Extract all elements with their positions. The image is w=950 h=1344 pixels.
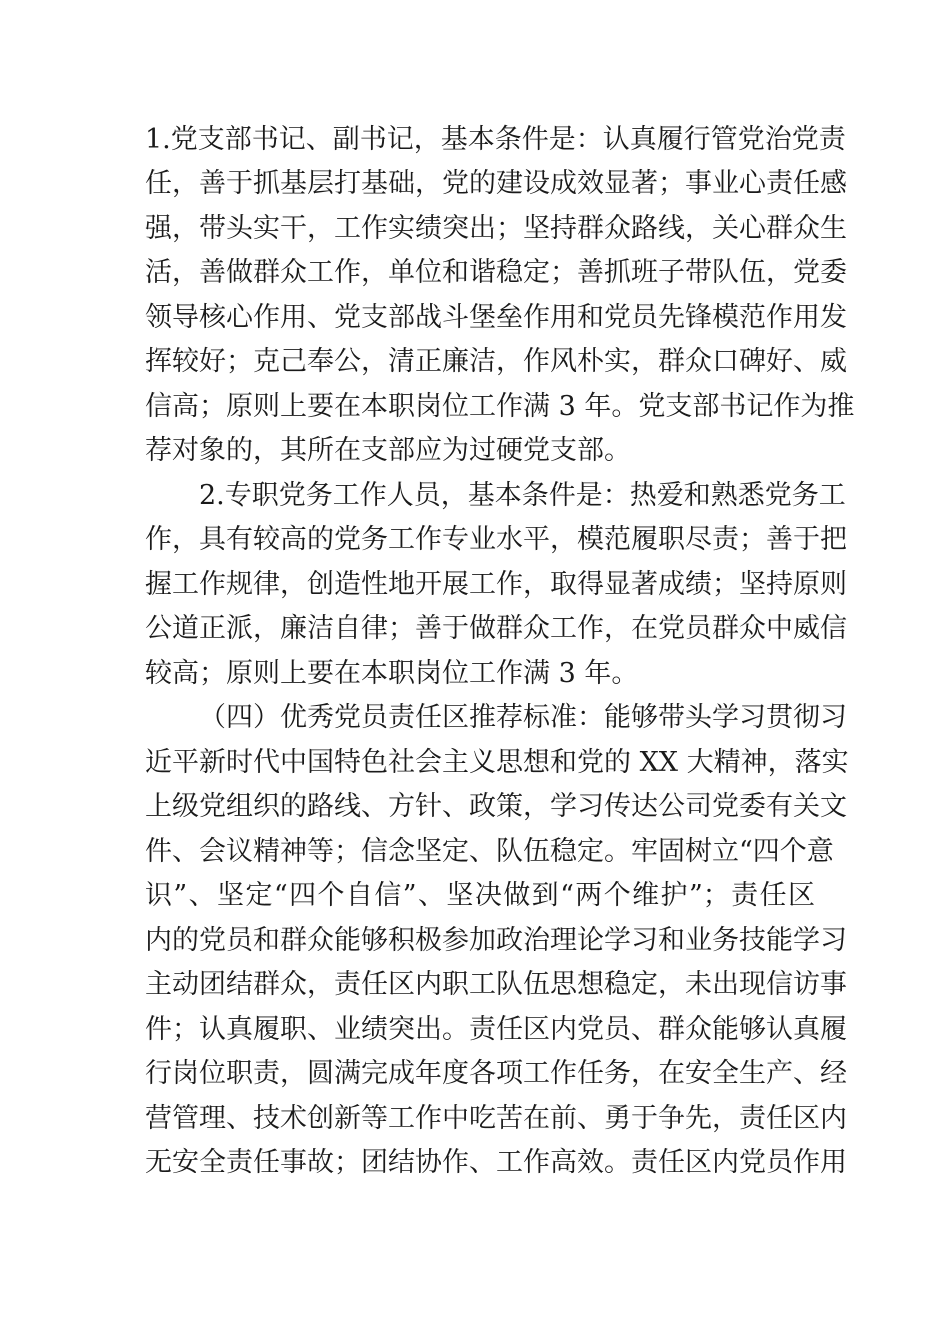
paragraph-3-line-9: 行岗位职责，圆满完成年度各项工作任务，在安全生产、经	[145, 1058, 847, 1089]
paragraph-3-line-6: 内的党员和群众能够积极参加政治理论学习和业务技能学习	[145, 925, 847, 956]
paragraph-2-line-5: 较高；原则上要在本职岗位工作满 3 年。	[145, 658, 639, 689]
paragraph-1-line-1: 1.党支部书记、副书记，基本条件是：认真履行管党治党责	[145, 124, 846, 155]
paragraph-3-line-11: 无安全责任事故；团结协作、工作高效。责任区内党员作用	[145, 1147, 847, 1178]
paragraph-1-line-7: 信高；原则上要在本职岗位工作满 3 年。党支部书记作为推	[145, 391, 855, 422]
paragraph-1-line-4: 活，善做群众工作，单位和谐稳定；善抓班子带队伍，党委	[145, 257, 847, 288]
paragraph-3-line-3: 上级党组织的路线、方针、政策，学习传达公司党委有关文	[145, 791, 847, 822]
paragraph-2-line-3: 握工作规律，创造性地开展工作，取得显著成绩；坚持原则	[145, 569, 847, 600]
paragraph-2-line-4: 公道正派，廉洁自律；善于做群众工作，在党员群众中威信	[145, 613, 847, 644]
paragraph-3-line-7: 主动团结群众，责任区内职工队伍思想稳定，未出现信访事	[145, 969, 847, 1000]
paragraph-3-line-2: 近平新时代中国特色社会主义思想和党的 XX 大精神，落实	[145, 747, 849, 778]
paragraph-1-line-3: 强，带头实干，工作实绩突出；坚持群众路线，关心群众生	[145, 213, 847, 244]
paragraph-2-line-2: 作，具有较高的党务工作专业水平，模范履职尽责；善于把	[145, 524, 847, 555]
paragraph-1-line-5: 领导核心作用、党支部战斗堡垒作用和党员先锋模范作用发	[145, 302, 847, 333]
paragraph-1-line-6: 挥较好；克己奉公，清正廉洁，作风朴实，群众口碑好、威	[145, 346, 847, 377]
paragraph-3-line-4: 件、会议精神等；信念坚定、队伍稳定。牢固树立“四个意	[145, 836, 834, 867]
paragraph-1-line-2: 任，善于抓基层打基础，党的建设成效显著；事业心责任感	[145, 168, 847, 199]
paragraph-3-line-5: 识”、坚定“四个自信”、坚决做到“两个维护”；责任区	[145, 880, 815, 911]
paragraph-2-line-1: 2.专职党务工作人员，基本条件是：热爱和熟悉党务工	[199, 480, 846, 511]
paragraph-3-line-1: （四）优秀党员责任区推荐标准：能够带头学习贯彻习	[199, 702, 847, 733]
paragraph-3-line-10: 营管理、技术创新等工作中吃苦在前、勇于争先，责任区内	[145, 1103, 847, 1134]
paragraph-1-line-8: 荐对象的，其所在支部应为过硬党支部。	[145, 435, 631, 466]
paragraph-3-line-8: 件；认真履职、业绩突出。责任区内党员、群众能够认真履	[145, 1014, 847, 1045]
